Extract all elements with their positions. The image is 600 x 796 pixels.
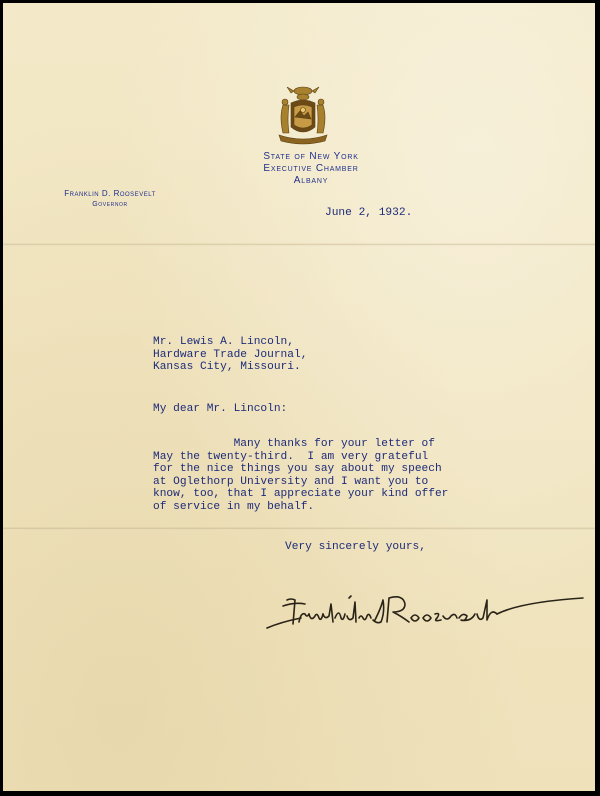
body-line: of service in my behalf.	[153, 500, 315, 513]
sender-name: Franklin D. Roosevelt	[64, 189, 156, 198]
recipient-line: Hardware Trade Journal,	[153, 348, 308, 361]
closing: Very sincerely yours,	[285, 541, 426, 553]
letter-body	[153, 438, 448, 514]
recipient-line: Mr. Lewis A. Lincoln,	[153, 336, 294, 348]
letter-date: June 2, 1932.	[325, 207, 413, 219]
letter-page	[3, 3, 595, 791]
handwritten-signature	[261, 578, 591, 638]
recipient-address	[153, 336, 307, 374]
letterhead-line: Executive Chamber	[263, 163, 359, 174]
state-seal-icon	[269, 83, 337, 147]
letterhead	[241, 151, 381, 187]
letterhead-line: Albany	[293, 175, 329, 186]
body-line: know, too, that I appreciate your kind offer	[153, 488, 449, 501]
sender-block	[55, 189, 165, 208]
body-line: May the twenty-third. I am very grateful	[153, 450, 429, 463]
recipient-line: Kansas City, Missouri.	[153, 361, 301, 374]
sender-title: Governor	[92, 201, 128, 208]
letterhead-line: State of New York	[263, 151, 359, 162]
body-line: Many thanks for your letter of	[153, 438, 435, 450]
paper-fold-line	[3, 527, 595, 530]
body-line: at Oglethorp University and I want you to	[153, 475, 429, 488]
salutation: My dear Mr. Lincoln:	[153, 403, 288, 415]
paper-fold-line	[3, 243, 595, 246]
body-line: for the nice things you say about my speech	[153, 463, 442, 476]
